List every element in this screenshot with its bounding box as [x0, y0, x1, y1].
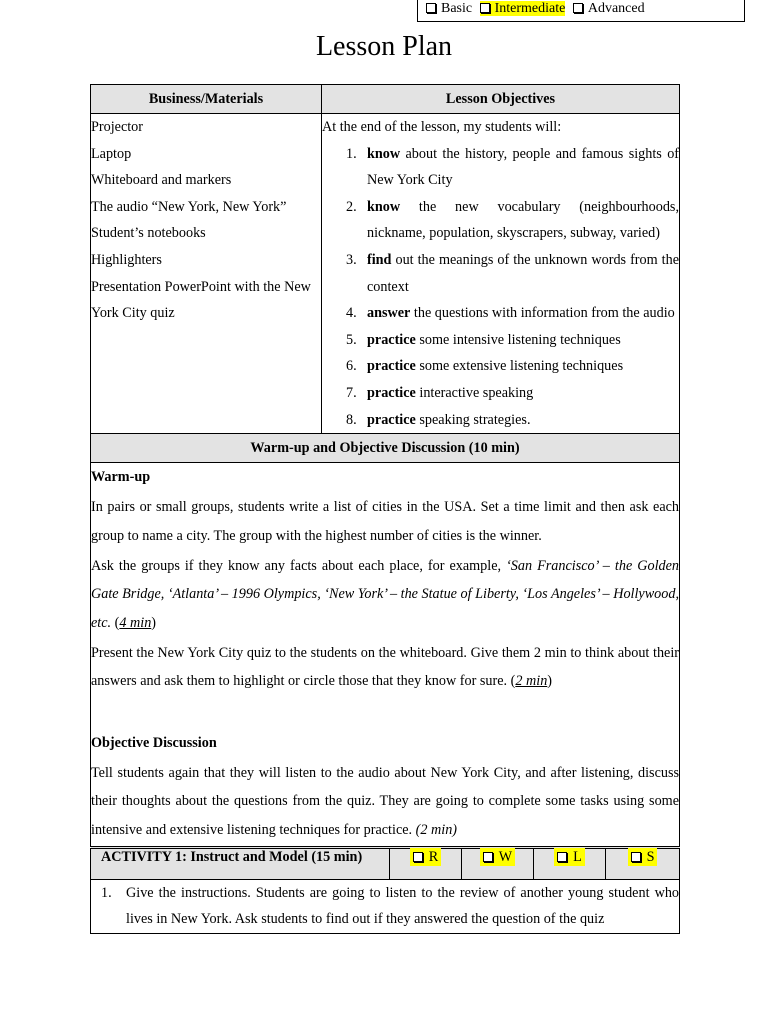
skill-writing[interactable]: W — [462, 847, 534, 879]
list-item: Highlighters — [91, 251, 162, 268]
list-item: Student’s notebooks — [91, 225, 206, 242]
lesson-plan-table — [90, 84, 680, 934]
warmup-section-title: Warm-up and Objective Discussion (10 min) — [91, 434, 680, 463]
warmup-paragraph: Present the New York City quiz to the students on the whiteboard. Give them 2 min to think about their answers and ask them to highlight or circle those that they know for sure. (2 min) — [91, 644, 680, 690]
level-advanced[interactable]: Advanced — [573, 1, 645, 16]
skill-listening[interactable]: L — [534, 847, 606, 879]
list-item: The audio “New York, New York” — [91, 198, 287, 215]
list-item: 4. answer the questions with information from the audio — [346, 305, 675, 322]
page-title: Lesson Plan — [315, 31, 453, 62]
checkbox-icon[interactable] — [573, 3, 583, 13]
objectives-list — [322, 141, 679, 434]
skill-reading[interactable]: R — [390, 847, 462, 879]
objectives-cell — [322, 114, 680, 434]
list-item: 8. practice speaking strategies. — [346, 411, 531, 428]
level-intermediate[interactable]: Intermediate — [480, 1, 566, 16]
list-item: Presentation PowerPoint with the New York City quiz — [91, 278, 311, 322]
objective-discussion-heading: Objective Discussion — [91, 734, 217, 751]
list-item: 6. practice some extensive listening techniques — [346, 358, 624, 375]
list-item: Laptop — [91, 145, 132, 162]
activity1-title: ACTIVITY 1: Instruct and Model (15 min) — [91, 847, 390, 879]
warmup-heading: Warm-up — [91, 469, 151, 486]
warmup-paragraph: Ask the groups if they know any facts about each place, for example, ‘San Francisco’ – the Golden Gate Bridge, ‘Atlanta’ – 1996 Olympics, ‘New York’ – the Statue of Liberty, ‘Los Angeles’ – Hollywood, etc. (4 min) — [91, 557, 680, 631]
materials-list — [91, 114, 322, 434]
list-item: Projector — [91, 119, 144, 135]
list-item: 7. practice interactive speaking — [346, 384, 534, 401]
checkbox-icon[interactable] — [480, 3, 490, 13]
level-selector — [417, 0, 745, 22]
list-item: Whiteboard and markers — [91, 172, 232, 189]
checkbox-icon[interactable] — [483, 852, 493, 862]
warmup-paragraph: In pairs or small groups, students write a list of cities in the USA. Set a time limit and then ask each group to name a city. The group with the highest number of cities is the winner. — [91, 499, 680, 544]
spacer — [91, 697, 679, 727]
list-item: 1. know about the history, people and famous sights of New York City — [346, 145, 680, 189]
checkbox-icon[interactable] — [631, 852, 641, 862]
skill-speaking[interactable]: S — [606, 847, 680, 879]
level-basic[interactable]: Basic — [426, 1, 472, 16]
checkbox-icon[interactable] — [413, 852, 423, 862]
warmup-cell — [91, 463, 680, 848]
list-item: 5. practice some intensive listening techniques — [346, 331, 621, 348]
activity1-steps — [91, 879, 680, 933]
checkbox-icon[interactable] — [557, 852, 567, 862]
checkbox-icon[interactable] — [426, 3, 436, 13]
warmup-paragraph: Tell students again that they will listen to the audio about New York City, and after listening, discuss their thoughts about the questions from the quiz. They are going to complete some tasks using some intensive and extensive listening techniques for practice. (2 min) — [91, 764, 680, 838]
materials-header: Business/Materials — [91, 85, 322, 114]
list-item: 2. know the new vocabulary (neighbourhoods, nickname, population, skyscrapers, subway, varied) — [346, 198, 680, 242]
objectives-intro: At the end of the lesson, my students will: — [322, 119, 562, 135]
list-item: 3. find out the meanings of the unknown words from the context — [346, 251, 680, 295]
list-item: 1. Give the instructions. Students are going to listen to the review of another young student who lives in New York. Ask students to find out if they answered the question of the quiz — [101, 884, 680, 928]
objectives-header: Lesson Objectives — [322, 85, 680, 114]
